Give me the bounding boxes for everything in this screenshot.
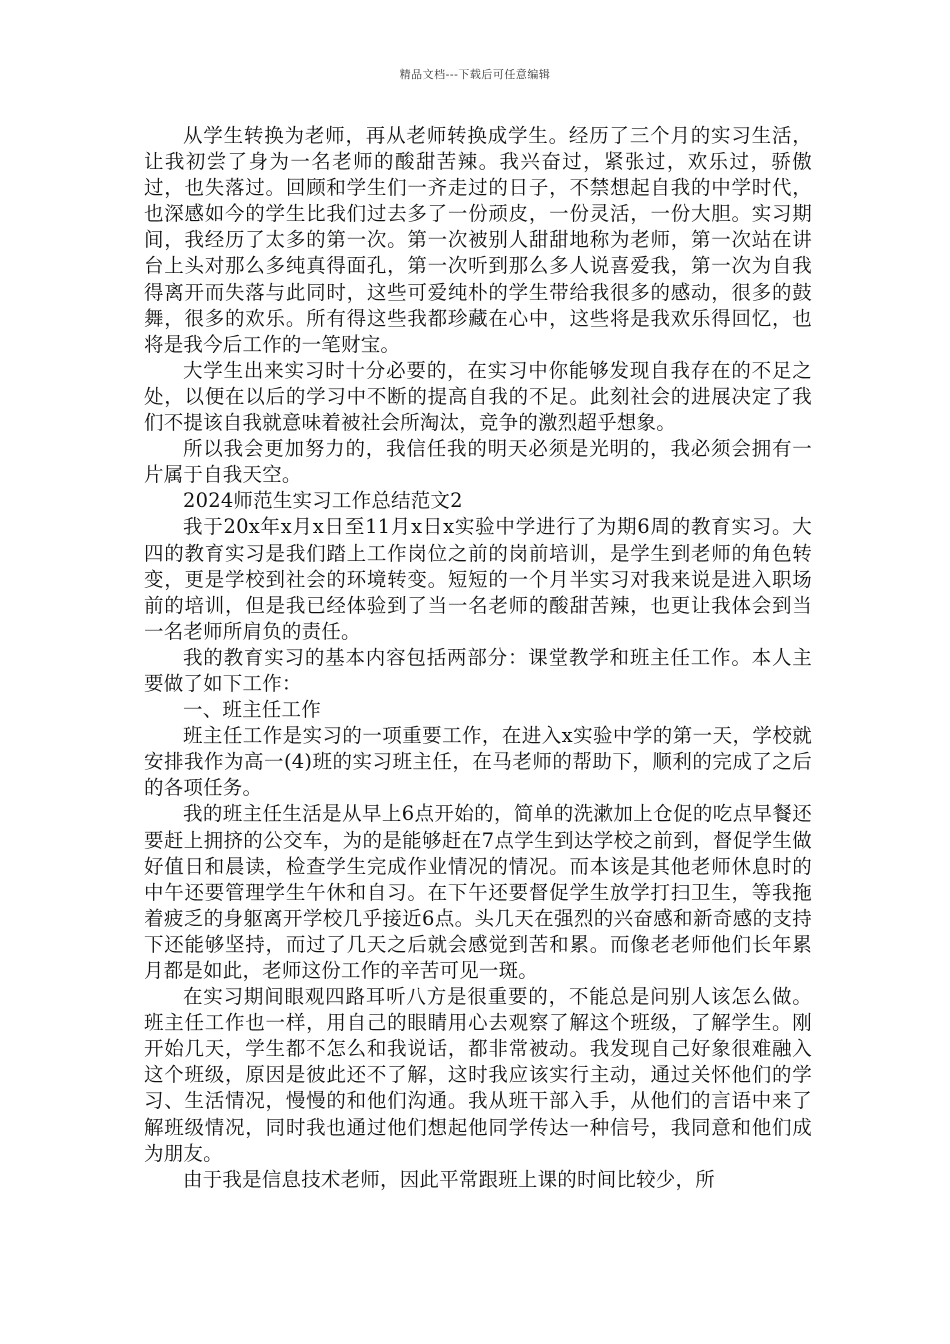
- document-body: [144, 123, 812, 1193]
- subsection-heading: 一、班主任工作: [183, 698, 321, 722]
- paragraph: 大学生出来实习时十分必要的，在实习中你能够发现自我存在的不足之处，以便在以后的学习中不断的提高自我的不足。此刻社会的进展决定了我们不提该自我就意味着被社会所淘汰，竞争的激烈超乎想象。: [144, 358, 812, 435]
- paragraph: 所以我会更加努力的，我信任我的明天必须是光明的，我必须会拥有一片属于自我天空。: [144, 437, 812, 487]
- paragraph: 我的教育实习的基本内容包括两部分：课堂教学和班主任工作。本人主要做了如下工作：: [144, 645, 812, 695]
- paragraph: 班主任工作是实习的一项重要工作，在进入x实验中学的第一天，学校就安排我作为高一(4)班的实习班主任，在马老师的帮助下，顺利的完成了之后的各项任务。: [144, 724, 812, 800]
- paragraph: 从学生转换为老师，再从老师转换成学生。经历了三个月的实习生活，让我初尝了身为一名老师的酸甜苦辣。我兴奋过，紧张过，欢乐过，骄傲过，也失落过。回顾和学生们一齐走过的日子，不禁想起自我的中学时代，也深感如今的学生比我们过去多了一份顽皮，一份灵活，一份大胆。实习期间，我经历了太多的第一次。第一次被别人甜甜地称为老师，第一次站在讲台上头对那么多纯真得面孔，第一次听到那么多人说喜爱我，第一次为自我得离开而失落与此同时，这些可爱纯朴的学生带给我很多的感动，很多的鼓舞，很多的欢乐。所有得这些我都珍藏在心中，这些将是我欢乐得回忆，也将是我今后工作的一笔财宝。: [144, 124, 812, 356]
- paragraph: 我于20x年x月x日至11月x日x实验中学进行了为期6周的教育实习。大四的教育实习是我们踏上工作岗位之前的岗前培训，是学生到老师的角色转变，更是学校到社会的环境转变。短短的一个月半实习对我来说是进入职场前的培训，但是我已经体验到了当一名老师的酸甜苦辣，也更让我体会到当一名老师所肩负的责任。: [144, 515, 812, 643]
- section-title: 2024师范生实习工作总结范文2: [183, 489, 463, 513]
- page-header: 精品文档---下载后可任意编辑: [399, 68, 551, 81]
- paragraph: 我的班主任生活是从早上6点开始的，简单的洗漱加上仓促的吃点早餐还要赶上拥挤的公交车，为的是能够赶在7点学生到达学校之前到，督促学生做好值日和晨读，检查学生完成作业情况的情况。而本该是其他老师休息时的中午还要管理学生午休和自习。在下午还要督促学生放学打扫卫生，等我拖着疲乏的身躯离开学校几乎接近6点。头几天在强烈的兴奋感和新奇感的支持下还能够坚持，而过了几天之后就会感觉到苦和累。而像老老师他们长年累月都是如此，老师这份工作的辛苦可见一斑。: [144, 802, 812, 982]
- paragraph: 由于我是信息技术老师，因此平常跟班上课的时间比较少，所: [183, 1167, 715, 1191]
- paragraph: 在实习期间眼观四路耳听八方是很重要的，不能总是问别人该怎么做。班主任工作也一样，用自己的眼睛用心去观察了解这个班级，了解学生。刚开始几天，学生都不怎么和我说话，都非常被动。我发现自己好象很难融入这个班级，原因是彼此还不了解，这时我应该实行主动，通过关怀他们的学习、生活情况，慢慢的和他们沟通。我从班干部入手，从他们的言语中来了解班级情况，同时我也通过他们想起他同学传达一种信号，我同意和他们成为朋友。: [144, 985, 812, 1165]
